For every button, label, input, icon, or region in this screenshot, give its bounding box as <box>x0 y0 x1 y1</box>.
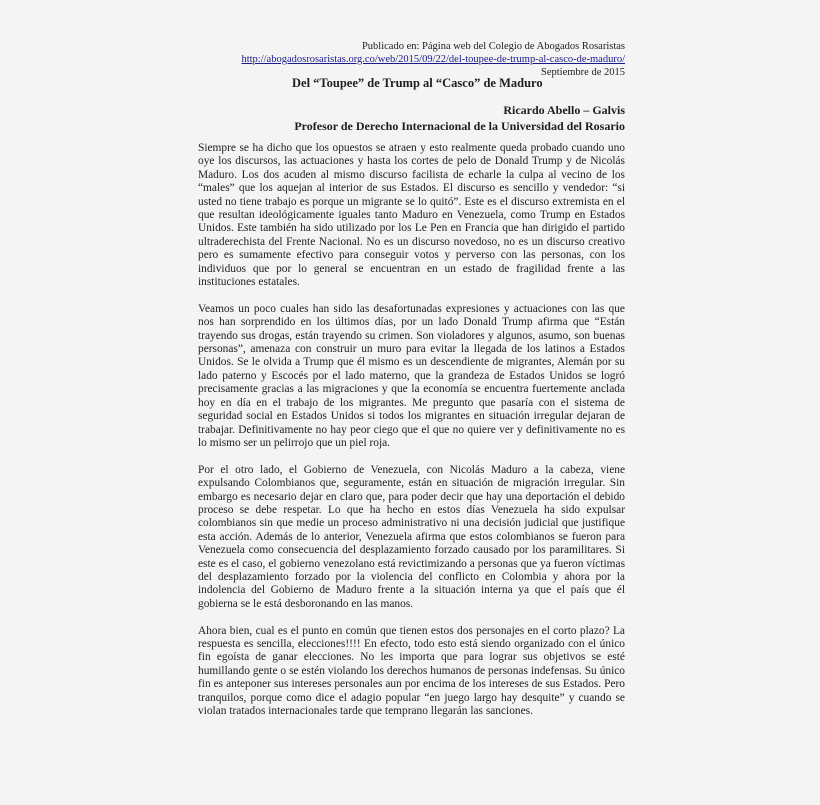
publication-header <box>241 40 625 79</box>
article-title: Del “Toupee” de Trump al “Casco” de Maduro <box>292 76 543 90</box>
author-name: Ricardo Abello – Galvis <box>503 103 625 117</box>
paragraph-1: Siempre se ha dicho que los opuestos se atraen y esto realmente queda probado cuando uno oye los discursos, las actuaciones y hasta los cortes de pelo de Donald Trump y de Nicolás Maduro. Los dos acuden al mismo discurso facilista de echarle la culpa al vecino de los “males” que los aquejan al interior de sus Estados. El discurso es sencillo y vendedor: “si usted no tiene trabajo es porque un migrante se lo quitó”. Este es el discurso extremista en el que resultan ideológicamente iguales tanto Maduro en Venezuela, como Trump en Estados Unidos. Este también ha sido utilizado por los Le Pen en Francia que han dirigido el partido ultraderechista del Frente Nacional. No es un discurso novedoso, no es un discurso creativo pero es sumamente efectivo para conseguir votos y perverso con las personas, con los individuos que por lo general se encuentran en un estado de fragilidad frente a las instituciones estatales. <box>198 142 625 289</box>
author-position: Profesor de Derecho Internacional de la Universidad del Rosario <box>294 119 625 133</box>
paragraph-3: Por el otro lado, el Gobierno de Venezuela, con Nicolás Maduro a la cabeza, viene expulsando Colombianos que, seguramente, están en situación de migración irregular. Sin embargo es necesario dejar en claro que, para poder decir que hay una deportación el debido proceso se debe respetar. Lo que ha hecho en estos días Venezuela ha sido expulsar colombianos sin que medie un proceso administrativo ni una decisión judicial que justifique esta acción. Además de lo anterior, Venezuela afirma que estos colombianos se fueron para Venezuela como consecuencia del desplazamiento forzado causado por los paramilitares. Si este es el caso, el gobierno venezolano está revictimizando a personas que ya fueron víctimas del desplazamiento forzado por la violencia del conflicto en Colombia y ahora por la indolencia del Gobierno de Maduro frente a la situación interna ya que el país que él gobierna se le está desboronando en las manos. <box>198 463 625 610</box>
paragraph-4: Ahora bien, cual es el punto en común que tienen estos dos personajes en el corto plazo? La respuesta es sencilla, elecciones!!!! En efecto, todo esto está siendo organizado con el único fin egoísta de ganar elecciones. No les importa que para lograr sus objetivos se esté humillando gente o se estén violando los derechos humanos de personas indefensas. Su único fin es anteponer sus intereses personales aun por encima de los intereses de sus Estados. Pero tranquilos, porque como dice el adagio popular “en juego largo hay desquite” y cuando se violan tratados internacionales tarde que temprano llegarán las sanciones. <box>198 624 625 718</box>
article-body <box>198 142 625 732</box>
paragraph-2: Veamos un poco cuales han sido las desafortunadas expresiones y actuaciones con las que nos han sorprendido en los últimos días, por un lado Donald Trump afirma que “Están trayendo sus drogas, están trayendo su crimen. Son violadores y algunos, asumo, son buenas personas”, amenaza con construir un muro para evitar la llegada de los latinos a Estados Unidos. Se le olvida a Trump que él mismo es un descendiente de migrantes, Alemán por su lado paterno y Escocés por el lado materno, que la grandeza de Estados Unidos se logró precisamente gracias a las migraciones y que la economía se encuentra fuertemente anclada hoy en día en el trabajo de los migrantes. Me pregunto que pasaría con el sistema de seguridad social en Estados Unidos si todos los migrantes en situación irregular dejaran de trabajar. Definitivamente no hay peor ciego que el que no quiere ver y definitivamente no es lo mismo ser un pelirrojo que un piel roja. <box>198 302 625 449</box>
source-url-link[interactable]: http://abogadosrosaristas.org.co/web/2015/09/22/del-toupee-de-trump-al-casco-de-maduro/ <box>241 54 625 65</box>
author-block <box>294 102 625 134</box>
publication-date: Septiembre de 2015 <box>541 67 625 78</box>
published-line: Publicado en: Página web del Colegio de Abogados Rosaristas <box>361 41 625 52</box>
